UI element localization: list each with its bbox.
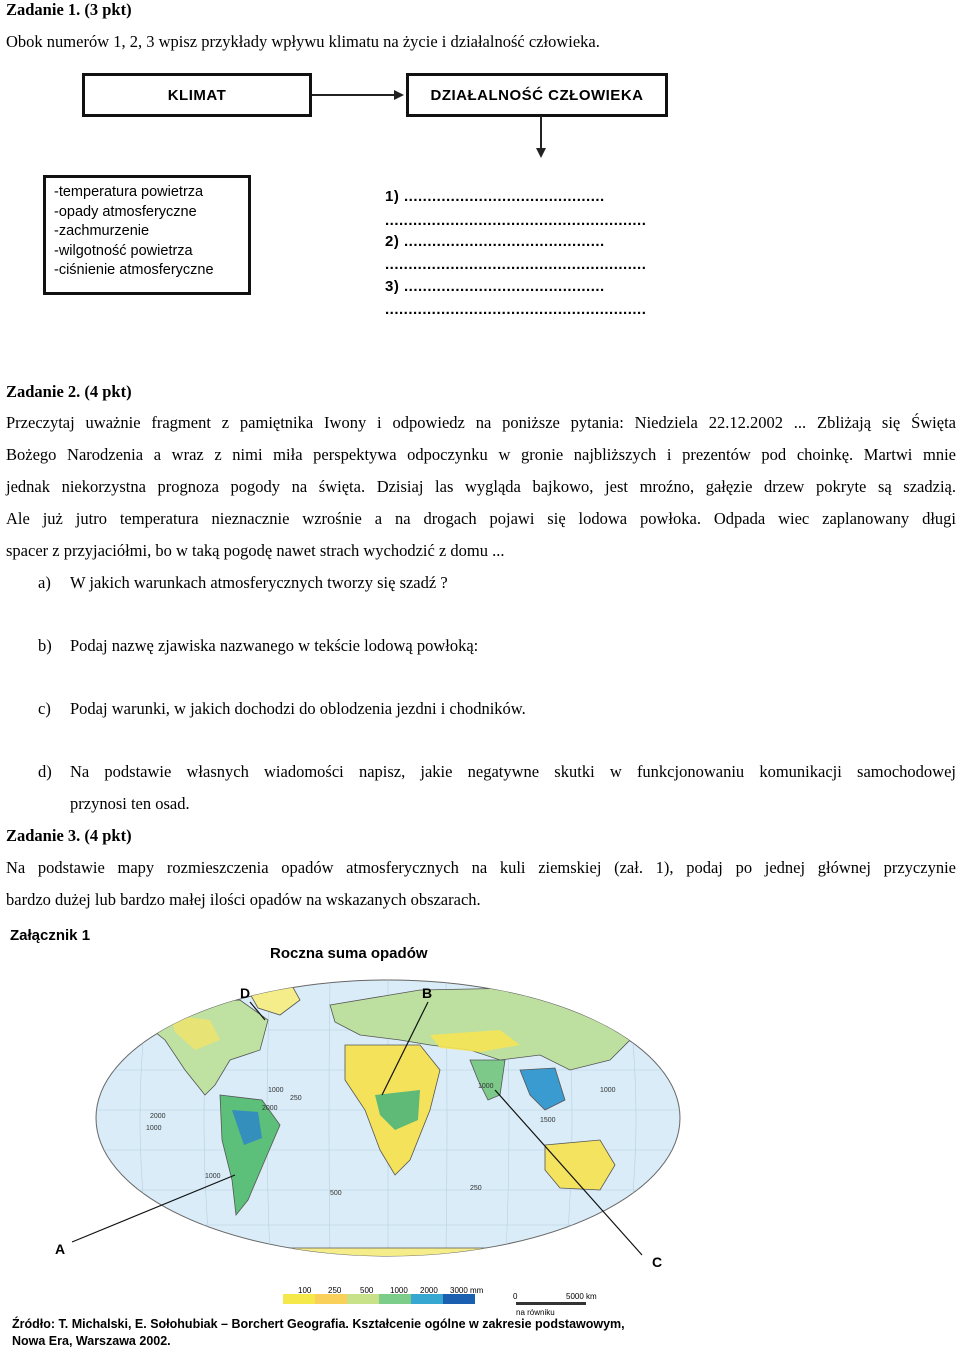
task3-heading: Zadanie 3. (4 pkt) xyxy=(6,826,132,845)
legend-swatch xyxy=(283,1294,315,1304)
answer-line-2b[interactable]: ........................................................ xyxy=(385,256,647,273)
factor-item: -wilgotność powietrza xyxy=(54,242,193,259)
contour-label: 1000 xyxy=(478,1083,494,1090)
scale-label: 5000 km xyxy=(566,1292,597,1301)
map-title: Roczna suma opadów xyxy=(270,945,428,962)
task1-heading: Zadanie 1. (3 pkt) xyxy=(6,0,132,19)
task2-heading: Zadanie 2. (4 pkt) xyxy=(6,382,132,401)
legend-value: 250 xyxy=(328,1286,342,1295)
attachment-label: Załącznik 1 xyxy=(10,927,91,944)
question-b xyxy=(38,636,478,656)
point-label-c: C xyxy=(652,1254,663,1270)
antarctica-shape xyxy=(150,1248,640,1260)
australia-shape xyxy=(545,1140,615,1190)
contour-label: 2000 xyxy=(262,1105,278,1112)
contour-label: 500 xyxy=(330,1190,342,1197)
source-line-2: Nowa Era, Warszawa 2002. xyxy=(12,1334,171,1348)
question-d xyxy=(38,762,956,782)
source-line-1: Źródło: T. Michalski, E. Sołohubiak – Borchert Geografia. Kształcenie ogólne w zakresie podstawowym, xyxy=(12,1317,625,1331)
contour-label: 1000 xyxy=(205,1173,221,1180)
point-label-a: A xyxy=(55,1241,66,1257)
factor-item: -temperatura powietrza xyxy=(54,184,204,200)
factor-item: -ciśnienie atmosferyczne xyxy=(54,262,214,278)
factor-item: -opady atmosferyczne xyxy=(54,203,197,220)
question-b-label: b) xyxy=(38,636,52,655)
contour-label: 250 xyxy=(290,1095,302,1102)
question-d-label: d) xyxy=(38,762,52,781)
factor-item: -zachmurzenie xyxy=(54,223,150,239)
legend-swatch xyxy=(379,1294,411,1304)
precipitation-map xyxy=(0,960,960,1280)
question-a-text: W jakich warunkach atmosferycznych tworzy się szadź ? xyxy=(70,573,448,592)
legend-value: 1000 xyxy=(390,1286,408,1295)
answer-line-2[interactable]: 2) ........................................... xyxy=(385,233,605,250)
legend-swatch xyxy=(443,1294,475,1304)
diary-line-5: spacer z przyjaciółmi, bo w taką pogodę nawet strach wychodzić z domu ... xyxy=(6,541,505,560)
diary-line-2: Bożego Narodzenia a wraz z nimi miła perspektywa odpoczynku w gronie najbliższych i prezentów pod choinkę. Martwi mnie xyxy=(6,445,956,464)
contour-label: 1500 xyxy=(540,1117,556,1124)
legend-value: 100 xyxy=(298,1286,312,1295)
horizontal-arrow-head xyxy=(394,90,404,100)
answer-line-1b[interactable]: ........................................................ xyxy=(385,212,647,229)
legend-swatch xyxy=(411,1294,443,1304)
task3-line-2: bardzo dużej lub bardzo małej ilości opadów na wskazanych obszarach. xyxy=(6,890,481,909)
question-b-text: Podaj nazwę zjawiska nazwanego w tekście lodową powłoką: xyxy=(70,636,479,655)
question-c-label: c) xyxy=(38,699,51,718)
contour-label: 250 xyxy=(470,1185,482,1192)
contour-label: 1000 xyxy=(600,1087,616,1094)
diary-line-1: Przeczytaj uważnie fragment z pamiętnika Iwony i odpowiedz na poniższe pytania: Niedziela 22.12.2002 ... Zbliżają się Święta xyxy=(6,413,956,432)
contour-label: 1000 xyxy=(268,1087,284,1094)
question-d-text: Na podstawie własnych wiadomości napisz, jakie negatywne skutki w funkcjonowaniu komunikacji samochodowej xyxy=(70,762,956,781)
task3-line-1: Na podstawie mapy rozmieszczenia opadów atmosferycznych na kuli ziemskiej (zał. 1), podaj po jednej głównej przyczynie xyxy=(6,858,956,877)
question-c-text: Podaj warunki, w jakich dochodzi do oblodzenia jezdni i chodników. xyxy=(70,699,526,718)
climate-factors-list xyxy=(43,175,251,295)
contour-label: 1000 xyxy=(146,1125,162,1132)
point-label-d: D xyxy=(240,985,251,1001)
answer-line-1[interactable]: 1) ........................................... xyxy=(385,188,605,205)
scale-note: na równiku xyxy=(516,1308,555,1317)
scale-bar xyxy=(516,1302,586,1305)
legend-swatch xyxy=(347,1294,379,1304)
climate-box-label: KLIMAT xyxy=(167,86,227,104)
legend-value: 2000 xyxy=(420,1286,438,1295)
legend-swatch xyxy=(315,1294,347,1304)
scale-zero: 0 xyxy=(513,1292,518,1301)
point-label-b: B xyxy=(422,985,433,1001)
task1-instruction: Obok numerów 1, 2, 3 wpisz przykłady wpływu klimatu na życie i działalność człowieka. xyxy=(6,32,600,51)
answer-line-3[interactable]: 3) ........................................... xyxy=(385,278,605,295)
question-c xyxy=(38,699,526,719)
vertical-arrow-head xyxy=(536,148,546,158)
contour-label: 2000 xyxy=(150,1113,166,1120)
question-d-continuation: przynosi ten osad. xyxy=(70,794,190,813)
legend-value: 3000 mm xyxy=(450,1286,484,1295)
answer-line-3b[interactable]: ........................................................ xyxy=(385,301,647,318)
task1-arrows xyxy=(0,0,960,200)
diary-line-3: jednak niekorzystna prognoza pogody na święta. Dzisiaj las wygląda bajkowo, jest mroźno, gałęzie drzew pokryte są szadzią. xyxy=(6,477,956,496)
human-activity-box-label: DZIAŁALNOŚĆ CZŁOWIEKA xyxy=(430,86,644,104)
question-a xyxy=(38,573,448,593)
question-a-label: a) xyxy=(38,573,51,592)
precipitation-legend xyxy=(283,1286,475,1304)
diary-line-4: Ale już jutro temperatura nieznacznie wzrośnie a na drogach pojawi się lodowa powłoka. Odpada wiec zaplanowany długi xyxy=(6,509,956,528)
legend-value: 500 xyxy=(360,1286,374,1295)
